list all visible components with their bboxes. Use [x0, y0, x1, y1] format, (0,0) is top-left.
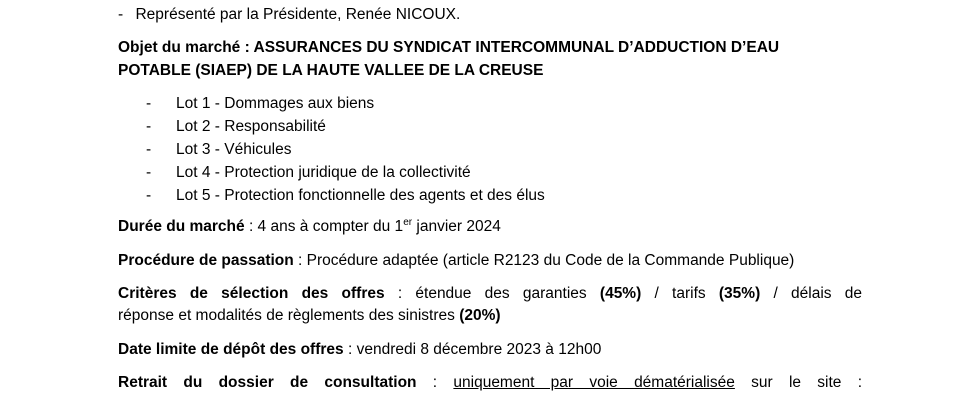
objet-line-2 — [118, 62, 543, 80]
objet-value-2: POTABLE (SIAEP) DE LA HAUTE VALLEE DE LA CREUSE — [118, 62, 544, 79]
criteres-text-3: / délais de — [760, 285, 863, 302]
bullet-dash: - — [146, 164, 152, 181]
retrait-underlined: uniquement par voie dématérialisée — [453, 374, 735, 391]
duree-label: Durée du marché — [118, 218, 245, 235]
criteres-label: Critères de sélection des offres — [118, 285, 385, 302]
criteres-text-4: réponse et modalités de règlements des sinistres — [118, 307, 460, 324]
retrait-rest: sur le site : — [734, 374, 863, 391]
lot-label: Lot 4 - Protection juridique de la collectivité — [176, 164, 471, 181]
criteres-pct-2: (35%) — [718, 285, 761, 302]
criteres-line-2 — [118, 307, 501, 325]
cropped-url-fragment — [118, 391, 308, 403]
bullet-dash: - — [118, 6, 124, 23]
bullet-dash: - — [146, 95, 152, 112]
criteres-text-2: / tarifs — [641, 285, 719, 302]
procedure-label: Procédure de passation — [118, 252, 294, 269]
procedure-text: : Procédure adaptée (article R2123 du Code de la Commande Publique) — [293, 252, 795, 269]
bullet-dash: - — [146, 118, 152, 135]
criteres-pct-1: (45%) — [599, 285, 642, 302]
procedure-line — [118, 252, 794, 270]
retrait-label: Retrait du dossier de consultation — [118, 374, 417, 391]
duree-sup: er — [403, 217, 413, 228]
duree-text: : 4 ans à compter du 1 — [244, 218, 404, 235]
objet-value-1: ASSURANCES DU SYNDICAT INTERCOMMUNAL D’ADDUCTION D’EAU — [253, 39, 780, 56]
criteres-line-1 — [118, 285, 862, 303]
bullet-dash: - — [146, 141, 152, 158]
lot-label: Lot 3 - Véhicules — [176, 141, 292, 158]
lot-label: Lot 1 - Dommages aux biens — [176, 95, 375, 112]
duree-rest: janvier 2024 — [412, 218, 501, 235]
criteres-text-1: : étendue des garanties — [384, 285, 600, 302]
date-limite-label: Date limite de dépôt des offres — [118, 341, 344, 358]
objet-label: Objet du marché : — [118, 39, 250, 56]
representative-text: Représenté par la Présidente, Renée NICOUX. — [135, 6, 461, 23]
retrait-sep: : — [416, 374, 454, 391]
lot-label: Lot 5 - Protection fonctionnelle des agents et des élus — [176, 187, 545, 204]
lot-label: Lot 2 - Responsabilité — [176, 118, 326, 135]
date-limite-line — [118, 341, 601, 359]
representative-line — [118, 6, 460, 24]
duree-line — [118, 218, 501, 236]
objet-line-1 — [118, 39, 779, 57]
date-limite-text: : vendredi 8 décembre 2023 à 12h00 — [343, 341, 602, 358]
retrait-line — [118, 374, 862, 392]
bullet-dash: - — [146, 187, 152, 204]
criteres-pct-3: (20%) — [459, 307, 501, 324]
